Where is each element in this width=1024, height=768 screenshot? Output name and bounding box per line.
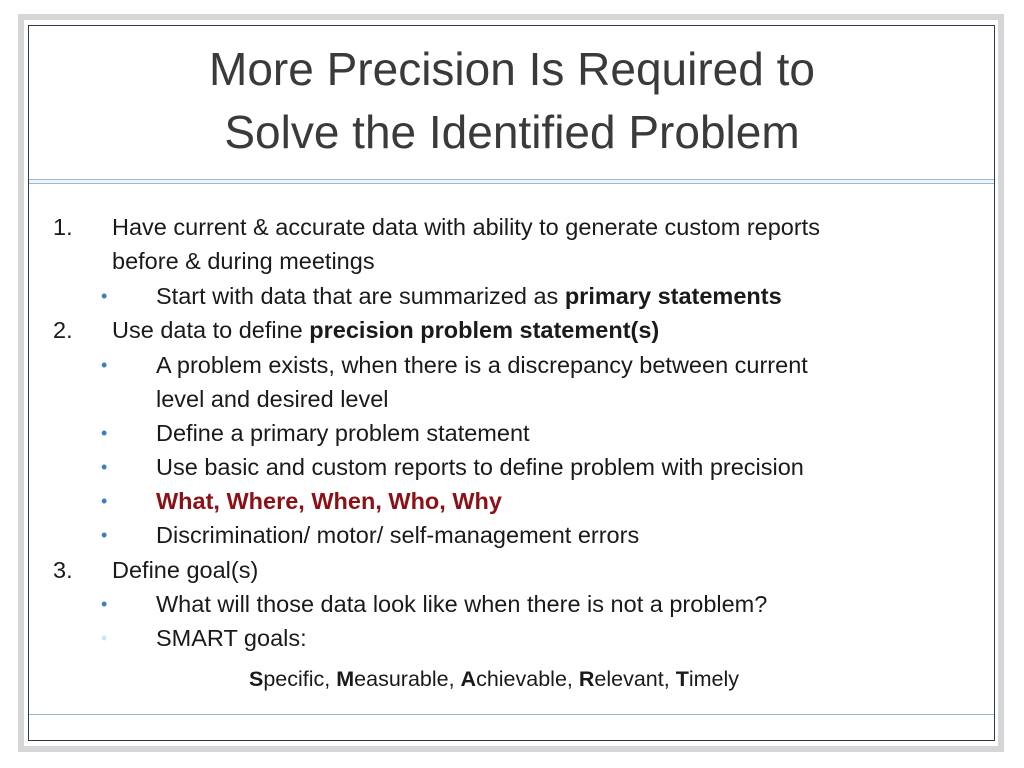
list-item-text: before & during meetings [112,248,375,274]
list-number: 2. [53,317,73,343]
smart-acronym-text: Specific, Measurable, Achievable, Relevant, Timely [249,667,739,691]
sub-item-text: A problem exists, when there is a discrepancy between current [156,352,808,378]
sub-item-text: Discrimination/ motor/ self-management errors [156,522,640,548]
sub-item-text: level and desired level [156,386,389,412]
title-line-2: Solve the Identified Problem [224,106,800,158]
bullet-icon: • [101,628,108,648]
sub-item-text: SMART goals: [156,625,307,651]
bullet-icon: • [101,594,108,614]
sub-item-text: Start with data that are summarized as primary statements [156,283,782,309]
emphasis-text: precision problem statement(s) [309,317,660,343]
bullet-icon: • [101,525,108,545]
slide-title [30,38,994,164]
bullet-icon: • [101,423,108,443]
list-item-text: Define goal(s) [112,557,259,583]
bullet-icon: • [101,491,108,511]
title-line-1: More Precision Is Required to [209,43,815,95]
list-number: 1. [53,214,73,240]
sub-item-text: Define a primary problem statement [156,420,530,446]
list-number: 3. [53,557,73,583]
sub-item-text: Use basic and custom reports to define problem with precision [156,454,804,480]
bullet-icon: • [101,457,108,477]
footer-divider [29,714,994,715]
title-divider [29,179,994,184]
emphasis-text: primary statements [564,283,782,309]
list-item-text: Have current & accurate data with ability to generate custom reports [112,214,820,240]
bullet-icon: • [101,286,108,306]
list-item-text: Use data to define precision problem statement(s) [112,317,660,343]
bullet-icon: • [101,355,108,375]
sub-item-text: What will those data look like when there is not a problem? [156,591,768,617]
highlighted-sub-item-text: What, Where, When, Who, Why [156,488,502,514]
